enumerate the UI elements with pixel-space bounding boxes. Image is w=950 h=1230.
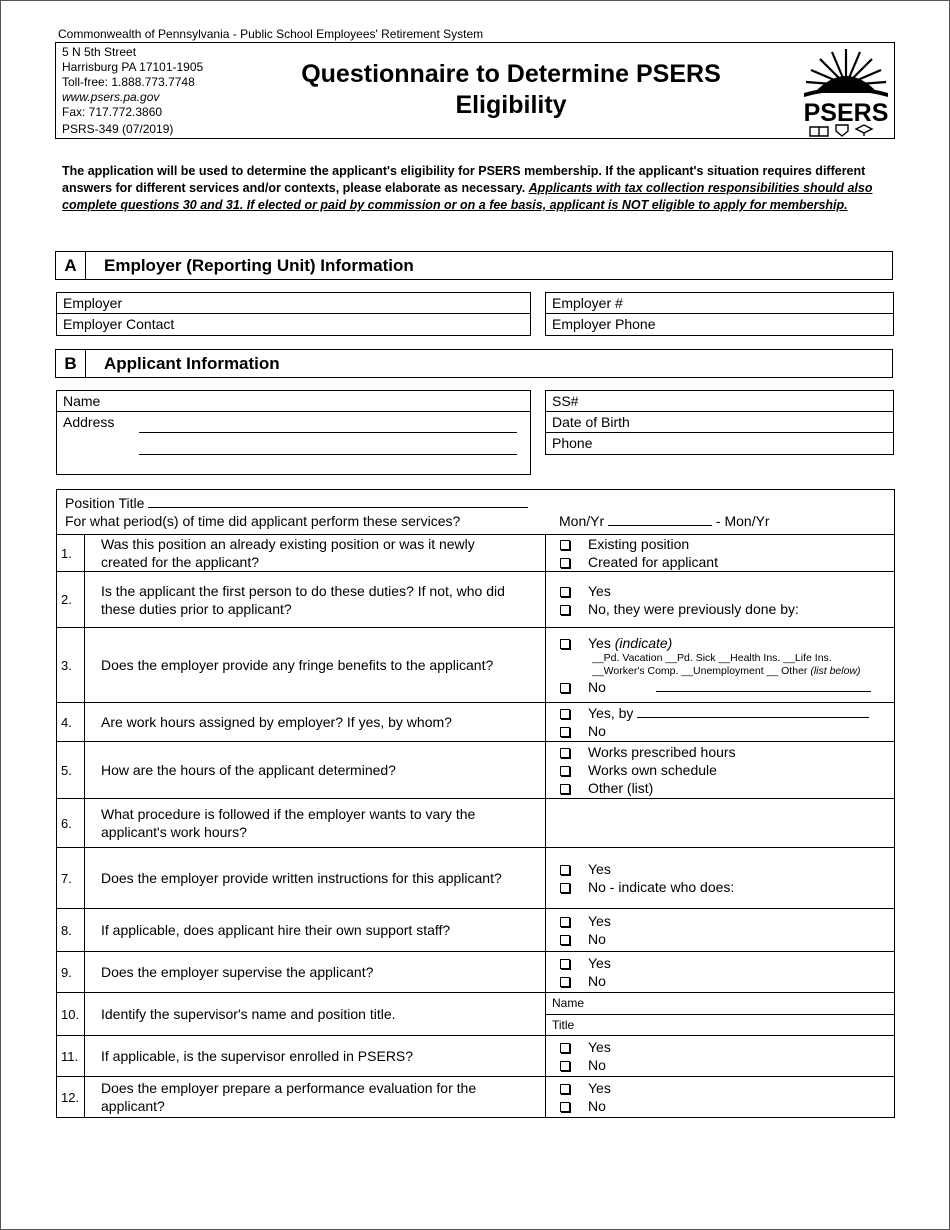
question-row	[57, 572, 895, 628]
question-text: Is the applicant the first person to do these duties? If not, who did these duties prior to applicant?	[85, 572, 546, 628]
option[interactable]	[560, 930, 894, 948]
option[interactable]	[560, 600, 894, 618]
option-label: Yes, by	[588, 705, 634, 721]
option-label: No	[588, 679, 606, 695]
mon-yr-from-label: Mon/Yr	[559, 513, 605, 529]
question-text: Are work hours assigned by employer? If yes, by whom?	[85, 703, 546, 742]
period-range	[559, 512, 770, 530]
svg-text:PSERS: PSERS	[803, 99, 889, 127]
yes-by-input[interactable]	[637, 717, 869, 718]
address-line-1[interactable]	[139, 432, 517, 433]
question-number: 2.	[57, 572, 85, 628]
question-row	[57, 993, 895, 1036]
position-title-label: Position Title	[65, 495, 145, 511]
checkbox-icon[interactable]	[560, 1102, 570, 1112]
answer-cell	[546, 535, 895, 572]
option-label: Existing position	[588, 536, 690, 552]
applicant-id-box	[545, 390, 894, 455]
dob-field[interactable]: Date of Birth	[546, 412, 893, 433]
question-text: Was this position an already existing position or was it newly created for the applicant?	[85, 535, 546, 572]
employer-box	[56, 292, 531, 336]
intro-text	[62, 163, 882, 214]
checkbox-icon[interactable]	[560, 748, 570, 758]
supervisor-title-field[interactable]: Title	[546, 1014, 894, 1035]
answer-cell	[546, 628, 895, 703]
option[interactable]	[560, 1038, 894, 1056]
position-row	[57, 490, 895, 535]
checkbox-icon[interactable]	[560, 865, 570, 875]
option-label: Created for applicant	[588, 554, 718, 570]
option[interactable]	[560, 582, 894, 600]
checkbox-icon[interactable]	[560, 784, 570, 794]
form-id: PSRS-349 (07/2019)	[62, 122, 174, 136]
question-number: 11.	[57, 1036, 85, 1077]
checkbox-icon[interactable]	[560, 766, 570, 776]
option[interactable]	[560, 954, 894, 972]
intro-main: The application will be used to determine the applicant's eligibility for PSERS membership. If the applicant's situation requires different answers for different services and/or contexts, please elaborate as necessary.	[62, 164, 866, 195]
employer-field[interactable]: Employer	[57, 293, 530, 314]
checkbox-icon[interactable]	[560, 917, 570, 927]
website-link[interactable]: www.psers.pa.gov	[62, 90, 160, 104]
option-label: Yes	[588, 1039, 611, 1055]
question-row	[57, 799, 895, 848]
option-label: Yes	[588, 913, 611, 929]
question-text: How are the hours of the applicant determined?	[85, 742, 546, 799]
question-number: 8.	[57, 909, 85, 952]
mon-yr-to-label: - Mon/Yr	[715, 513, 770, 529]
option-label: Works own schedule	[588, 762, 717, 778]
question-row	[57, 628, 895, 703]
section-title: Employer (Reporting Unit) Information	[104, 255, 414, 275]
applicant-box	[56, 390, 531, 475]
option-label: Works prescribed hours	[588, 744, 736, 760]
employer-id-box	[545, 292, 894, 336]
option[interactable]	[560, 678, 894, 696]
address-line-2[interactable]	[139, 454, 517, 455]
period-label: For what period(s) of time did applicant perform these services?	[65, 513, 461, 529]
question-number: 4.	[57, 703, 85, 742]
answer-cell	[546, 1077, 895, 1118]
form-header	[55, 42, 895, 139]
checkbox-icon[interactable]	[560, 727, 570, 737]
option[interactable]	[560, 722, 894, 740]
option-label: No	[588, 1098, 606, 1114]
org-name: Commonwealth of Pennsylvania - Public School Employees' Retirement System	[58, 27, 484, 41]
contact-info	[62, 45, 203, 137]
option[interactable]	[560, 912, 894, 930]
question-number: 1.	[57, 535, 85, 572]
supervisor-name-field[interactable]: Name	[552, 996, 585, 1010]
option[interactable]	[560, 878, 894, 896]
question-row	[57, 742, 895, 799]
question-text: Does the employer prepare a performance evaluation for the applicant?	[85, 1077, 546, 1118]
ssn-field[interactable]: SS#	[546, 391, 893, 412]
option[interactable]	[560, 779, 894, 797]
mon-yr-from-input[interactable]	[608, 525, 712, 526]
checkbox-icon[interactable]	[560, 1061, 570, 1071]
question-text: Does the employer provide written instructions for this applicant?	[85, 848, 546, 909]
checkbox-icon[interactable]	[560, 558, 570, 568]
benefits-note: (list below)	[810, 665, 861, 677]
option[interactable]	[560, 1097, 894, 1115]
option[interactable]	[560, 1056, 894, 1074]
answer-cell	[546, 572, 895, 628]
answer-cell	[546, 848, 895, 909]
option[interactable]	[560, 761, 894, 779]
option-label: No, they were previously done by:	[588, 600, 799, 617]
questionnaire-table	[56, 489, 895, 1118]
question-number: 9.	[57, 952, 85, 993]
checkbox-icon[interactable]	[560, 540, 570, 550]
section-title: Applicant Information	[104, 353, 280, 373]
fax: Fax: 717.772.3860	[62, 105, 163, 119]
psers-logo	[802, 45, 890, 137]
question-text: If applicable, is the supervisor enrolled in PSERS?	[85, 1036, 546, 1077]
option[interactable]	[560, 704, 894, 722]
question-text: Identify the supervisor's name and position title.	[85, 993, 546, 1036]
street: 5 N 5th Street	[62, 45, 137, 59]
question-number: 5.	[57, 742, 85, 799]
option[interactable]	[560, 634, 894, 652]
option[interactable]	[560, 972, 894, 990]
section-letter: A	[56, 252, 86, 279]
page-title: Questionnaire to Determine PSERS Eligibility	[301, 60, 721, 119]
checkbox-icon[interactable]	[560, 587, 570, 597]
answer-cell	[546, 1036, 895, 1077]
address-field[interactable]: Address	[63, 414, 115, 430]
answer-cell	[546, 993, 895, 1036]
question-text: Does the employer supervise the applicant?	[85, 952, 546, 993]
option-label: No - indicate who does:	[588, 879, 735, 895]
question-row	[57, 1077, 895, 1118]
question-row	[57, 703, 895, 742]
question-row	[57, 909, 895, 952]
question-text: Does the employer provide any fringe benefits to the applicant?	[85, 628, 546, 703]
benefits-list-2: __Worker's Comp. __Unemployment __ Other	[592, 665, 811, 677]
question-number: 7.	[57, 848, 85, 909]
checkbox-icon[interactable]	[560, 1043, 570, 1053]
question-number: 3.	[57, 628, 85, 703]
checkbox-icon[interactable]	[560, 935, 570, 945]
checkbox-icon[interactable]	[560, 883, 570, 893]
section-letter: B	[56, 350, 86, 377]
section-b-header	[55, 349, 893, 378]
option-label: No	[588, 1057, 606, 1073]
option[interactable]	[560, 860, 894, 878]
employer-contact-field[interactable]: Employer Contact	[63, 316, 175, 332]
checkbox-icon[interactable]	[560, 639, 570, 649]
phone-field[interactable]: Phone	[552, 435, 593, 451]
city: Harrisburg PA 17101-1905	[62, 60, 204, 74]
option-label: No	[588, 973, 606, 989]
option-label: Yes	[588, 582, 611, 599]
answer-cell	[546, 909, 895, 952]
question-number: 6.	[57, 799, 85, 848]
question-row	[57, 952, 895, 993]
question-row	[57, 1036, 895, 1077]
intro-emphasis: Applicants with tax collection responsibilities should also complete questions 30 and 31. If elected or paid by commission or on a fee basis, applicant is NOT eligible to apply for membership.	[62, 181, 873, 212]
option-label: Other (list)	[588, 780, 654, 796]
answer-cell	[546, 952, 895, 993]
option[interactable]	[560, 535, 894, 553]
yes-note: (indicate)	[614, 635, 673, 651]
position-title-input[interactable]	[148, 507, 528, 508]
question-number: 12.	[57, 1077, 85, 1118]
option-label: No	[588, 931, 606, 947]
checkbox-icon[interactable]	[560, 709, 570, 719]
name-field[interactable]: Name	[57, 391, 530, 412]
option[interactable]	[560, 743, 894, 761]
option-label: No	[588, 723, 606, 739]
other-benefits-input[interactable]	[656, 691, 871, 692]
checkbox-icon[interactable]	[560, 959, 570, 969]
employer-number-field[interactable]: Employer #	[546, 293, 893, 314]
section-a-header	[55, 251, 893, 280]
answer-cell	[546, 703, 895, 742]
question-row	[57, 848, 895, 909]
option[interactable]	[560, 553, 894, 571]
option-label: Yes	[588, 1080, 611, 1096]
checkbox-icon[interactable]	[560, 1084, 570, 1094]
toll-free: Toll-free: 1.888.773.7748	[62, 75, 195, 89]
question-row	[57, 535, 895, 572]
answer-cell[interactable]	[546, 799, 895, 848]
checkbox-icon[interactable]	[560, 605, 570, 615]
option-label: Yes	[588, 861, 611, 877]
answer-cell	[546, 742, 895, 799]
benefits-list-1: __Pd. Vacation __Pd. Sick __Health Ins. __Life Ins.	[592, 652, 832, 664]
checkbox-icon[interactable]	[560, 683, 570, 693]
employer-phone-field[interactable]: Employer Phone	[552, 316, 656, 332]
question-text: What procedure is followed if the employer wants to vary the applicant's work hours?	[85, 799, 546, 848]
checkbox-icon[interactable]	[560, 977, 570, 987]
question-number: 10.	[57, 993, 85, 1036]
option-label: Yes	[588, 635, 611, 651]
question-text: If applicable, does applicant hire their own support staff?	[85, 909, 546, 952]
option[interactable]	[560, 1079, 894, 1097]
option-label: Yes	[588, 955, 611, 971]
